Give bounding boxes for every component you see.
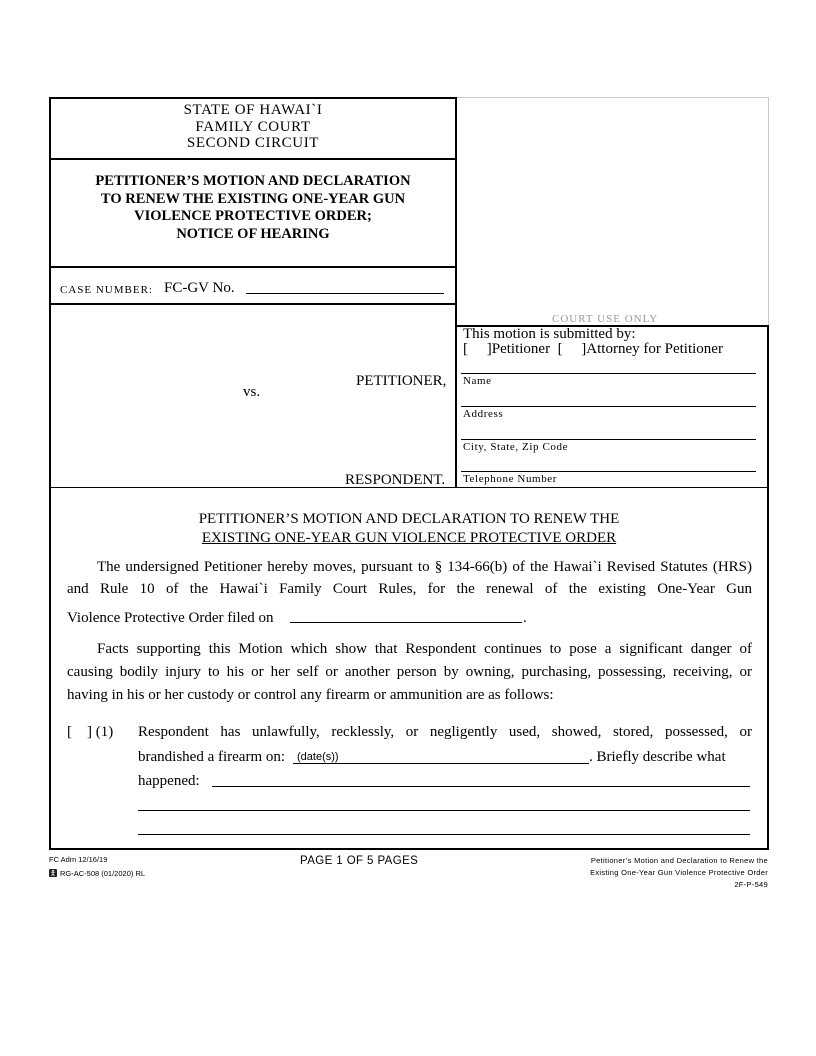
motion-paragraph-line2: and Rule 10 of the Hawai`i Family Court Rules, for the renewal of the existing One-Year Gun bbox=[67, 581, 752, 597]
divider-case bbox=[49, 303, 457, 305]
filed-on-period: . bbox=[523, 610, 527, 626]
form-number: 2F-P-549 bbox=[734, 880, 768, 889]
top-border-left bbox=[49, 97, 457, 99]
filed-on-date-field[interactable] bbox=[290, 622, 522, 623]
address-field[interactable] bbox=[461, 406, 756, 407]
petitioner-label: PETITIONER, bbox=[356, 373, 447, 389]
versus-label: vs. bbox=[243, 384, 261, 400]
item1-description-line2[interactable] bbox=[138, 810, 750, 811]
circuit-name: SECOND CIRCUIT bbox=[186, 135, 320, 151]
court-use-only-label: COURT USE ONLY bbox=[552, 313, 659, 325]
item1-description-line1[interactable] bbox=[212, 786, 750, 787]
facts-paragraph-line3: having in his or her custody or control any firearm or ammunition are as follows: bbox=[67, 687, 554, 703]
section-title-line1: PETITIONER’S MOTION AND DECLARATION TO RENEW THE bbox=[198, 511, 620, 527]
motion-paragraph-line3: Violence Protective Order filed on bbox=[67, 610, 274, 626]
case-number-label: CASE NUMBER: bbox=[60, 284, 153, 296]
court-name: FAMILY COURT bbox=[195, 118, 311, 135]
respondent-label: RESPONDENT. bbox=[345, 472, 446, 488]
page-number: PAGE 1 OF 5 PAGES bbox=[300, 855, 419, 867]
item1-date-hint: (date(s)) bbox=[297, 751, 339, 763]
item1-description-line3[interactable] bbox=[138, 834, 750, 835]
section-title bbox=[50, 510, 768, 548]
submitted-by-intro: This motion is submitted by: bbox=[463, 326, 636, 342]
case-number-field[interactable] bbox=[246, 293, 444, 294]
name-label: Name bbox=[463, 375, 492, 387]
motion-paragraph-line1: The undersigned Petitioner hereby moves, pursuant to § 134-66(b) of the Hawai`i Revised Statutes (HRS) bbox=[97, 559, 752, 575]
item1-checkbox[interactable]: [ ] (1) bbox=[67, 724, 114, 740]
divider-title bbox=[49, 266, 457, 268]
right-border-upper bbox=[768, 97, 769, 325]
facts-paragraph-line2: causing bodily injury to his or her self or another person by owning, purchasing, possessing, receiving, or bbox=[67, 664, 752, 680]
telephone-field[interactable] bbox=[461, 471, 756, 472]
name-field[interactable] bbox=[461, 373, 756, 374]
telephone-label: Telephone Number bbox=[463, 473, 558, 485]
accessibility-icon bbox=[49, 869, 57, 877]
motion-title bbox=[50, 173, 456, 243]
city-state-zip-field[interactable] bbox=[461, 439, 756, 440]
case-number-prefix: FC-GV No. bbox=[164, 280, 235, 296]
address-label: Address bbox=[463, 408, 504, 420]
footer-title-line2: Existing One-Year Gun Violence Protective Order bbox=[590, 868, 768, 877]
item1-line1: Respondent has unlawfully, recklessly, or negligently used, showed, stored, possessed, or bbox=[138, 724, 752, 740]
right-border bbox=[767, 325, 769, 849]
top-border-right bbox=[457, 97, 768, 98]
motion-title-line2: TO RENEW THE EXISTING ONE-YEAR GUN bbox=[100, 190, 406, 207]
form-date: FC Adm 12/16/19 bbox=[49, 855, 108, 864]
divider-header bbox=[49, 158, 457, 160]
facts-paragraph-line1: Facts supporting this Motion which show that Respondent continues to pose a significant danger of bbox=[97, 641, 752, 657]
bottom-border bbox=[49, 848, 769, 850]
motion-title-line1: PETITIONER’S MOTION AND DECLARATION bbox=[95, 173, 411, 189]
footer-title-line1: Petitioner’s Motion and Declaration to Renew the bbox=[590, 856, 768, 865]
item1-line2-start: brandished a firearm on: bbox=[138, 749, 286, 765]
city-state-zip-label: City, State, Zip Code bbox=[463, 441, 569, 453]
item1-line3-label: happened: bbox=[138, 773, 200, 789]
form-code: RG-AC-508 (01/2020) RL bbox=[60, 869, 146, 878]
item1-line2-end: . Briefly describe what bbox=[589, 749, 726, 765]
submitted-by-options[interactable]: [ ]Petitioner [ ]Attorney for Petitioner bbox=[463, 341, 723, 357]
motion-title-line3: VIOLENCE PROTECTIVE ORDER; bbox=[134, 208, 372, 224]
section-title-line2: EXISTING ONE-YEAR GUN VIOLENCE PROTECTIVE ORDER bbox=[201, 530, 617, 546]
motion-title-line4: NOTICE OF HEARING bbox=[176, 225, 330, 242]
center-divider bbox=[455, 97, 457, 487]
item1-date-field[interactable] bbox=[293, 763, 589, 764]
court-header bbox=[50, 102, 456, 152]
state-name: STATE OF HAWAI`I bbox=[183, 102, 323, 118]
